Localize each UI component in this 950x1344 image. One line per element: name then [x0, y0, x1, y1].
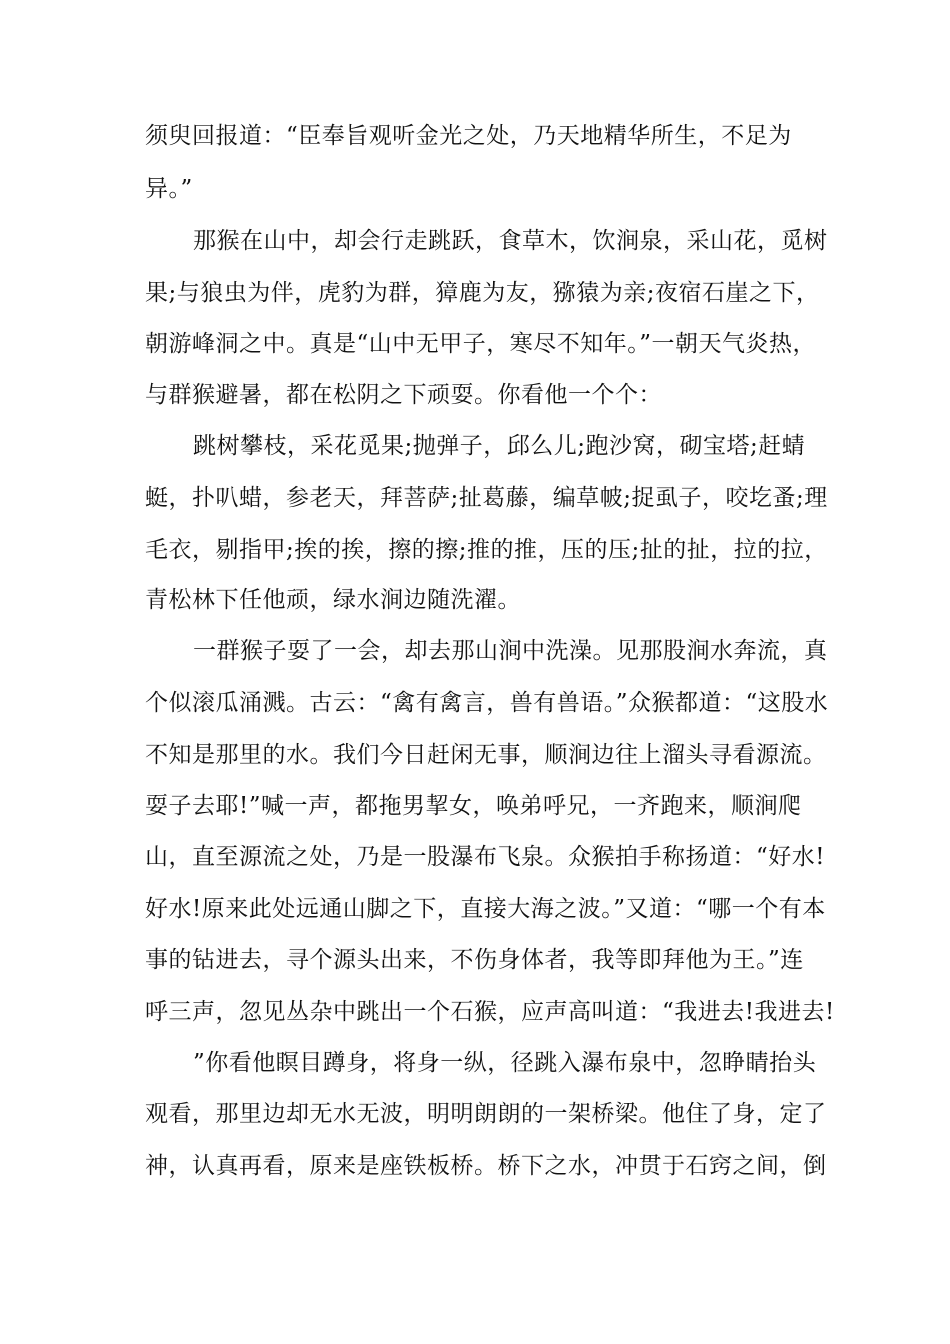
text-line: 须臾回报道：“臣奉旨观听金光之处，乃天地精华所生，不足为: [145, 123, 792, 149]
text-line: 毛衣，剔指甲;挨的挨，擦的擦;推的推，压的压;扯的扯，拉的拉，: [145, 537, 828, 563]
text-line: 不知是那里的水。我们今日赶闲无事，顺涧边往上溜头寻看源流。: [145, 742, 827, 768]
text-line: 神，认真再看，原来是座铁板桥。桥下之水，冲贯于石窍之间，倒: [145, 1153, 827, 1179]
text-line: 异。”: [145, 176, 193, 202]
text-line: 青松林下任他顽，绿水涧边随洗濯。: [145, 587, 521, 613]
paragraph-start-line: 那猴在山中，却会行走跳跃，食草木，饮涧泉，采山花，觅树: [193, 228, 828, 254]
paragraph-start-line: 跳树攀枝，采花觅果;抛弹子，邱么儿;跑沙窝，砌宝塔;赶蜻: [193, 433, 806, 459]
text-line: 朝游峰洞之中。真是“山中无甲子，寒尽不知年。”一朝天气炎热，: [145, 331, 817, 357]
text-line: 耍子去耶!”喊一声，都拖男挈女，唤弟呼兄，一齐跑来，顺涧爬: [145, 793, 802, 819]
text-line: 山，直至源流之处，乃是一股瀑布飞泉。众猴拍手称扬道：“好水!: [145, 844, 826, 870]
paragraph-start-line: 一群猴子耍了一会，却去那山涧中洗澡。见那股涧水奔流，真: [193, 638, 828, 664]
text-line: 个似滚瓜涌溅。古云：“禽有禽言，兽有兽语。”众猴都道：“这股水: [145, 690, 829, 716]
text-line: 呼三声，忽见丛杂中跳出一个石猴，应声高叫道：“我进去!我进去!: [145, 999, 835, 1025]
text-line: 事的钻进去，寻个源头出来，不伤身体者，我等即拜他为王。”连: [145, 947, 804, 973]
text-line: 果;与狼虫为伴，虎豹为群，獐鹿为友，猕猿为亲;夜宿石崖之下，: [145, 280, 820, 306]
text-line: 观看，那里边却无水无波，明明朗朗的一架桥梁。他住了身，定了: [145, 1101, 827, 1127]
text-line: 蜓，扑叭蜡，参老天，拜菩萨;扯葛藤，编草帔;捉虱子，咬圪蚤;理: [145, 485, 828, 511]
text-line: 与群猴避暑，都在松阴之下顽耍。你看他一个个：: [145, 382, 662, 408]
text-line: 好水!原来此处远通山脚之下，直接大海之波。”又道：“哪一个有本: [145, 896, 826, 922]
paragraph-start-line: ”你看他瞑目蹲身，将身一纵，径跳入瀑布泉中，忽睁睛抬头: [193, 1050, 817, 1076]
